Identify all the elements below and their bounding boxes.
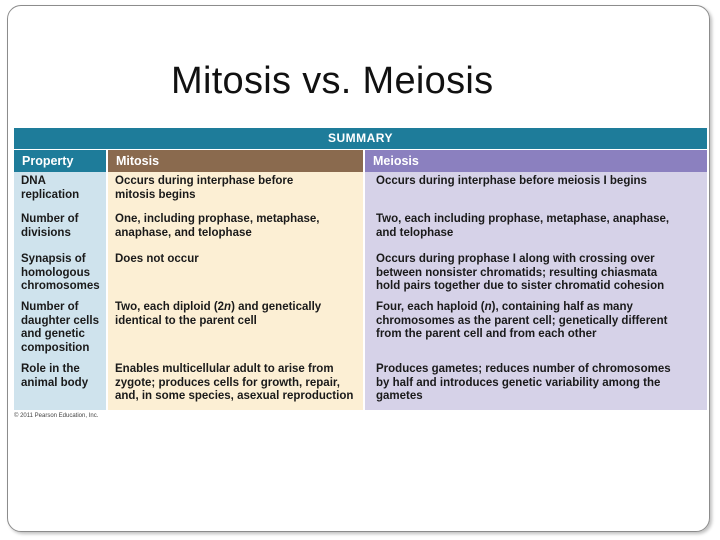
row-property: Number of divisions — [14, 210, 106, 250]
row-meiosis: Produces gametes; reduces number of chromosomes by half and introduces genetic variability among the gametes — [365, 360, 707, 410]
row-meiosis: Occurs during prophase I along with crossing over between nonsister chromatids; resulting chiasmata hold pairs together due to sister chromatid cohesion — [365, 250, 707, 298]
row-property: Synapsis of homologous chromosomes — [14, 250, 106, 298]
slide-title: Mitosis vs. Meiosis — [171, 60, 494, 102]
row-property: Role in the animal body — [14, 360, 106, 410]
table-row — [14, 298, 707, 360]
copyright-text: © 2011 Pearson Education, Inc. — [14, 413, 99, 419]
header-mitosis: Mitosis — [108, 150, 363, 172]
row-meiosis: Occurs during interphase before meiosis I begins — [365, 172, 707, 210]
row-property: DNA replication — [14, 172, 106, 210]
table-row — [14, 210, 707, 250]
row-property: Number of daughter cells and genetic composition — [14, 298, 106, 360]
row-mitosis: Two, each diploid (2n) and genetically identical to the parent cell — [108, 298, 363, 360]
row-meiosis: Four, each haploid (n), containing half as many chromosomes as the parent cell; genetically different from the parent cell and from each other — [365, 298, 707, 360]
table-row — [14, 172, 707, 210]
row-mitosis: Does not occur — [108, 250, 363, 298]
summary-banner: SUMMARY — [14, 128, 707, 149]
header-property: Property — [14, 150, 106, 172]
row-mitosis: Occurs during interphase before mitosis begins — [108, 172, 363, 210]
summary-table — [14, 128, 707, 410]
header-meiosis: Meiosis — [365, 150, 707, 172]
table-header-row — [14, 150, 707, 172]
row-mitosis: Enables multicellular adult to arise from zygote; produces cells for growth, repair, and, in some species, asexual reproduction — [108, 360, 363, 410]
row-meiosis: Two, each including prophase, metaphase, anaphase, and telophase — [365, 210, 707, 250]
table-row — [14, 360, 707, 410]
table-row — [14, 250, 707, 298]
row-mitosis: One, including prophase, metaphase, anaphase, and telophase — [108, 210, 363, 250]
